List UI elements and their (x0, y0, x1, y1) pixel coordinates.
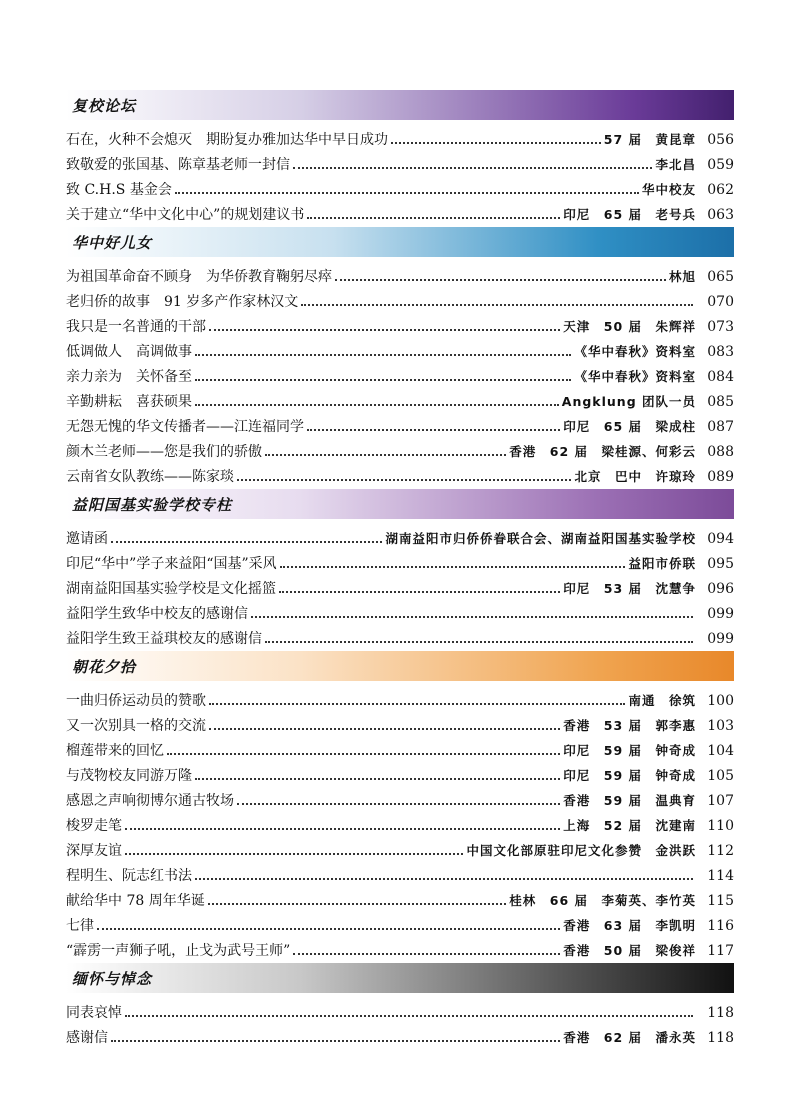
section-heading: 缅怀与悼念 (66, 963, 734, 993)
toc-entry[interactable] (66, 710, 734, 735)
entry-page-number: 094 (707, 531, 734, 547)
entry-title: “霹雳一声狮子吼，止戈为武号王师” (66, 943, 291, 959)
entry-author: 香港 53 届 郭李惠 (563, 718, 696, 733)
dot-leader (293, 167, 652, 169)
dot-leader (237, 479, 571, 481)
toc-entry[interactable] (66, 261, 734, 286)
toc-entry[interactable] (66, 286, 734, 311)
toc-entry[interactable] (66, 885, 734, 910)
toc-entry[interactable] (66, 685, 734, 710)
entry-author: 《华中春秋》资料室 (574, 344, 696, 359)
entry-page-number: 089 (707, 469, 734, 485)
entry-title: 感谢信 (66, 1030, 108, 1046)
toc-section (66, 90, 734, 224)
entry-page-number: 100 (707, 693, 734, 709)
entry-author: 林旭 (668, 269, 696, 284)
entry-page-number: 065 (707, 269, 734, 285)
toc-entry[interactable] (66, 548, 734, 573)
dot-leader (335, 279, 666, 281)
toc-entry[interactable] (66, 311, 734, 336)
entry-title: 七律 (66, 918, 94, 934)
section-heading: 复校论坛 (66, 90, 734, 120)
toc-entry[interactable] (66, 910, 734, 935)
entry-author: 印尼 65 届 梁成柱 (563, 419, 696, 434)
entry-page-number: 083 (707, 344, 734, 360)
dot-leader (280, 566, 626, 568)
dot-leader (279, 591, 560, 593)
toc-entry[interactable] (66, 149, 734, 174)
dot-leader (391, 142, 601, 144)
entry-author: 李北昌 (655, 157, 696, 172)
entry-page-number: 087 (707, 419, 734, 435)
dot-leader (125, 828, 560, 830)
entry-author: 桂林 66 届 李菊英、李竹英 (509, 893, 696, 908)
entry-author: 北京 巴中 许琼玲 (574, 469, 696, 484)
toc-entry[interactable] (66, 573, 734, 598)
dot-leader (125, 853, 463, 855)
dot-leader (209, 329, 560, 331)
entry-title: 亲力亲为 关怀备至 (66, 369, 192, 385)
entry-page-number: 105 (707, 768, 734, 784)
dot-leader (97, 928, 560, 930)
section-heading: 益阳国基实验学校专柱 (66, 489, 734, 519)
entry-author: 印尼 65 届 老号兵 (563, 207, 696, 222)
entry-author: 香港 50 届 梁俊祥 (563, 943, 696, 958)
entry-author: 香港 62 届 潘永英 (563, 1030, 696, 1045)
entry-title: 石在，火种不会熄灭 期盼复办雅加达华中早日成功 (66, 132, 388, 148)
entry-page-number: 118 (707, 1005, 734, 1021)
toc-entry[interactable] (66, 461, 734, 486)
dot-leader (237, 803, 560, 805)
entry-title: 颜木兰老师——您是我们的骄傲 (66, 444, 262, 460)
entry-title: 辛勤耕耘 喜获硕果 (66, 394, 192, 410)
dot-leader (195, 354, 571, 356)
entry-author: 57 届 黄昆章 (603, 132, 696, 147)
entry-title: 同表哀悼 (66, 1005, 122, 1021)
toc-entry[interactable] (66, 386, 734, 411)
dot-leader (175, 192, 639, 194)
entry-page-number: 062 (707, 182, 734, 198)
toc-section (66, 489, 734, 648)
toc-entry[interactable] (66, 810, 734, 835)
toc-entry[interactable] (66, 336, 734, 361)
entry-title: 湖南益阳国基实验学校是文化摇篮 (66, 581, 276, 597)
entry-page-number: 117 (707, 943, 734, 959)
toc-entry[interactable] (66, 174, 734, 199)
entry-page-number: 099 (707, 631, 734, 647)
entry-title: 为祖国革命奋不顾身 为华侨教育鞠躬尽瘁 (66, 269, 332, 285)
entry-page-number: 070 (707, 294, 734, 310)
entry-title: 低调做人 高调做事 (66, 344, 192, 360)
toc-entry[interactable] (66, 124, 734, 149)
dot-leader (293, 953, 560, 955)
dot-leader (307, 429, 560, 431)
dot-leader (167, 753, 560, 755)
entry-author: 南通 徐筑 (628, 693, 696, 708)
entry-title: 一曲归侨运动员的赞歌 (66, 693, 206, 709)
entry-title: 深厚友谊 (66, 843, 122, 859)
entry-page-number: 107 (707, 793, 734, 809)
toc-entry[interactable] (66, 411, 734, 436)
toc-section (66, 963, 734, 1047)
toc-entry[interactable] (66, 935, 734, 960)
entry-title: 益阳学生致王益琪校友的感谢信 (66, 631, 262, 647)
entry-page-number: 118 (707, 1030, 734, 1046)
dot-leader (195, 778, 560, 780)
dot-leader (307, 217, 560, 219)
dot-leader (209, 728, 560, 730)
entry-author: 天津 50 届 朱辉祥 (563, 319, 696, 334)
entry-page-number: 114 (707, 868, 734, 884)
dot-leader (265, 641, 693, 643)
toc-entry[interactable] (66, 598, 734, 623)
entry-author: 香港 62 届 梁桂源、何彩云 (509, 444, 696, 459)
entry-title: 老归侨的故事 91 岁多产作家林汉文 (66, 294, 299, 310)
dot-leader (209, 703, 625, 705)
toc-entry[interactable] (66, 1022, 734, 1047)
entry-title: 与茂物校友同游万隆 (66, 768, 192, 784)
entry-page-number: 059 (707, 157, 734, 173)
entry-page-number: 116 (707, 918, 734, 934)
entry-title: 邀请函 (66, 531, 108, 547)
toc-section (66, 651, 734, 960)
entry-page-number: 110 (707, 818, 734, 834)
entry-author: Angklung 团队一员 (561, 394, 696, 409)
toc-section (66, 227, 734, 486)
entry-title: 云南省女队教练——陈家琰 (66, 469, 234, 485)
toc-entry[interactable] (66, 785, 734, 810)
entry-author: 湖南益阳市归侨侨眷联合会、湖南益阳国基实验学校 (385, 531, 696, 546)
entry-author: 益阳市侨联 (628, 556, 696, 571)
dot-leader (251, 616, 693, 618)
toc-entry[interactable] (66, 760, 734, 785)
dot-leader (265, 454, 506, 456)
entry-page-number: 103 (707, 718, 734, 734)
entry-author: 上海 52 届 沈建南 (563, 818, 696, 833)
entry-title: 献给华中 78 周年华诞 (66, 893, 205, 909)
dot-leader (195, 379, 571, 381)
dot-leader (111, 541, 382, 543)
entry-author: 香港 59 届 温典育 (563, 793, 696, 808)
entry-title: 关于建立“华中文化中心”的规划建议书 (66, 207, 305, 223)
entry-author: 华中校友 (641, 182, 696, 197)
entry-page-number: 085 (707, 394, 734, 410)
dot-leader (111, 1040, 560, 1042)
entry-title: 又一次别具一格的交流 (66, 718, 206, 734)
entry-title: 致敬爱的张国基、陈章基老师一封信 (66, 157, 290, 173)
entry-page-number: 073 (707, 319, 734, 335)
toc-entry[interactable] (66, 436, 734, 461)
entry-title: 印尼“华中”学子来益阳“国基”采风 (66, 556, 277, 572)
section-heading: 华中好儿女 (66, 227, 734, 257)
toc-entry[interactable] (66, 623, 734, 648)
entry-page-number: 112 (707, 843, 734, 859)
entry-page-number: 095 (707, 556, 734, 572)
entry-page-number: 056 (707, 132, 734, 148)
toc-entry[interactable] (66, 199, 734, 224)
entry-page-number: 099 (707, 606, 734, 622)
dot-leader (195, 878, 693, 880)
toc-entry[interactable] (66, 523, 734, 548)
entry-author: 《华中春秋》资料室 (574, 369, 696, 384)
entry-page-number: 088 (707, 444, 734, 460)
entry-author: 印尼 59 届 钟奇成 (563, 743, 696, 758)
dot-leader (208, 903, 507, 905)
entry-page-number: 115 (707, 893, 734, 909)
entry-title: 感恩之声响彻博尔通古牧场 (66, 793, 234, 809)
dot-leader (301, 304, 693, 306)
entry-title: 益阳学生致华中校友的感谢信 (66, 606, 248, 622)
entry-title: 梭罗走笔 (66, 818, 122, 834)
table-of-contents (66, 90, 734, 1050)
toc-entry[interactable] (66, 835, 734, 860)
entry-title: 榴莲带来的回忆 (66, 743, 164, 759)
toc-entry[interactable] (66, 361, 734, 386)
toc-entry[interactable] (66, 997, 734, 1022)
dot-leader (195, 404, 559, 406)
entry-title: 致 C.H.S 基金会 (66, 182, 172, 198)
entry-page-number: 104 (707, 743, 734, 759)
entry-author: 香港 63 届 李凯明 (563, 918, 696, 933)
dot-leader (125, 1015, 693, 1017)
entry-title: 无怨无愧的华文传播者——江连福同学 (66, 419, 304, 435)
section-heading: 朝花夕拾 (66, 651, 734, 681)
entry-author: 印尼 53 届 沈慧争 (563, 581, 696, 596)
entry-author: 印尼 59 届 钟奇成 (563, 768, 696, 783)
toc-entry[interactable] (66, 735, 734, 760)
entry-author: 中国文化部原驻印尼文化参赞 金洪跃 (466, 843, 696, 858)
entry-page-number: 084 (707, 369, 734, 385)
toc-entry[interactable] (66, 860, 734, 885)
entry-page-number: 063 (707, 207, 734, 223)
entry-page-number: 096 (707, 581, 734, 597)
entry-title: 我只是一名普通的干部 (66, 319, 206, 335)
entry-title: 程明生、阮志红书法 (66, 868, 192, 884)
